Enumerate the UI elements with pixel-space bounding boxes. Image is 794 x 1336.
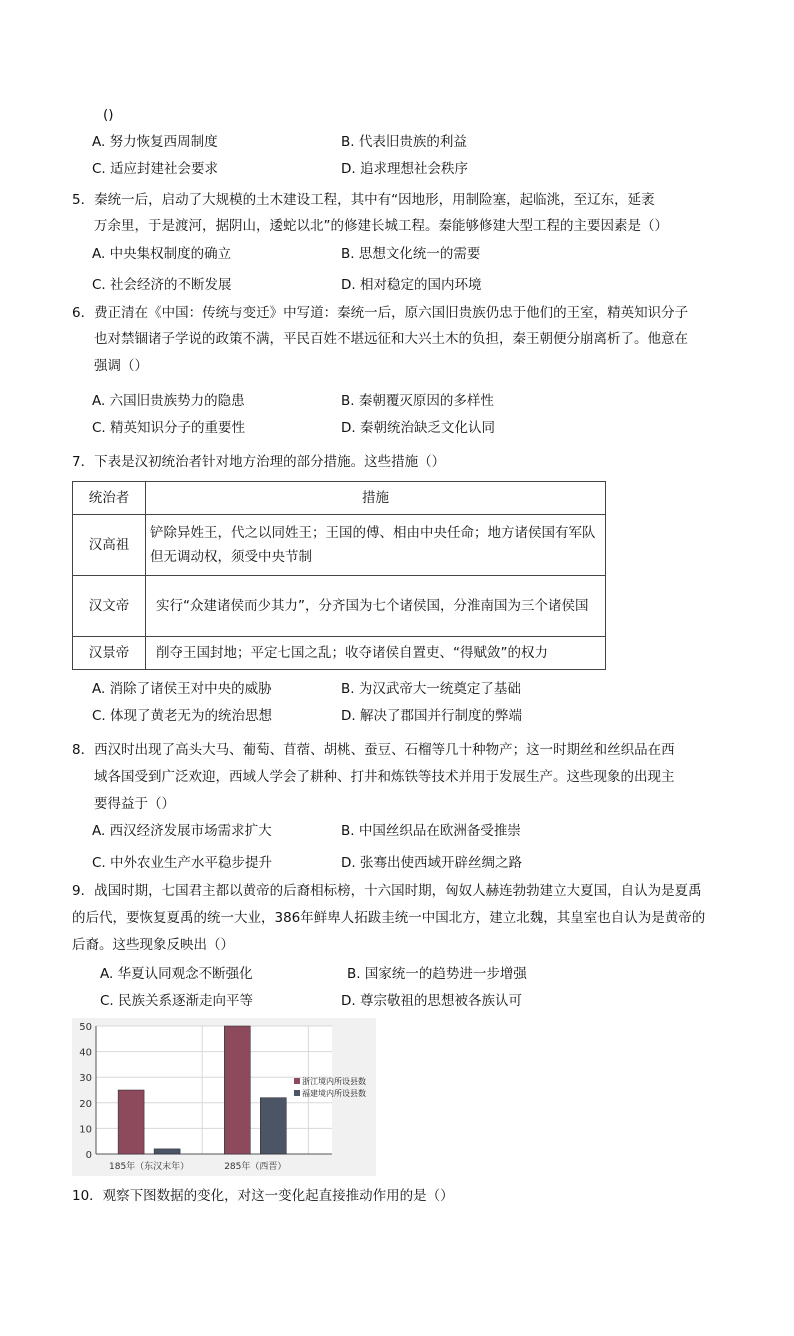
y-tick-label: 10 <box>79 1124 92 1136</box>
bar <box>154 1149 180 1154</box>
y-tick-label: 30 <box>79 1073 92 1085</box>
q8-stem-line3: 要得益于（） <box>94 796 175 812</box>
legend-swatch <box>294 1078 300 1084</box>
q6-option-d[interactable]: D. 秦朝统治缺乏文化认同 <box>341 420 495 436</box>
q5-option-a[interactable]: A. 中央集权制度的确立 <box>92 246 232 262</box>
q9-option-a[interactable]: A. 华夏认同观念不断强化 <box>100 966 253 982</box>
table-cell-ruler: 汉文帝 <box>73 576 146 637</box>
q9-stem-line3: 后裔。这些现象反映出（） <box>72 937 234 953</box>
q5-option-c[interactable]: C. 社会经济的不断发展 <box>92 277 232 293</box>
legend-label: 福建境内所设县数 <box>302 1089 366 1098</box>
q6-stem-line3: 强调（） <box>94 358 148 374</box>
y-tick-label: 20 <box>79 1098 92 1110</box>
table-cell-ruler: 汉高祖 <box>73 515 146 576</box>
table-header-row <box>73 482 606 515</box>
q9-option-c[interactable]: C. 民族关系逐渐走向平等 <box>100 993 254 1009</box>
table-row <box>73 515 606 576</box>
q7-option-c[interactable]: C. 体现了黄老无为的统治思想 <box>92 708 273 724</box>
x-tick-label: 285年（西晋） <box>224 1162 287 1172</box>
q9-option-b[interactable]: B. 国家统一的趋势进一步增强 <box>347 966 527 982</box>
q9-stem-line2: 的后代，要恢复夏禹的统一大业，386年鲜卑人拓跋圭统一中国北方，建立北魏，其皇室也自认为是黄帝的 <box>72 910 706 926</box>
table-header-measure: 措施 <box>146 482 606 515</box>
county-count-chart <box>72 1018 376 1176</box>
q5-stem-line2: 万余里，于是渡河，据阴山，逶蛇以北”的修建长城工程。秦能够修建大型工程的主要因素是（） <box>94 218 668 234</box>
q6-stem-line1: 6．费正清在《中国：传统与变迁》中写道：秦统一后，原六国旧贵族仍忠于他们的王室，精英知识分子 <box>72 305 689 321</box>
measures-table <box>72 481 606 670</box>
q4-option-c[interactable]: C. 适应封建社会要求 <box>92 161 219 177</box>
table-row <box>73 637 606 670</box>
q4-option-a[interactable]: A. 努力恢复西周制度 <box>92 134 218 150</box>
y-tick-label: 40 <box>79 1047 92 1059</box>
q7-option-d[interactable]: D. 解决了郡国并行制度的弊端 <box>341 708 522 724</box>
bar <box>260 1098 286 1154</box>
q9-option-d[interactable]: D. 尊宗敬祖的思想被各族认可 <box>341 993 522 1009</box>
q6-stem-line2: 也对禁锢诸子学说的政策不满，平民百姓不堪远征和大兴土木的负担，秦王朝便分崩离析了。他意在 <box>94 331 688 347</box>
q4-option-b[interactable]: B. 代表旧贵族的利益 <box>341 134 467 150</box>
q7-option-b[interactable]: B. 为汉武帝大一统奠定了基础 <box>341 681 521 697</box>
x-tick-label: 185年（东汉末年） <box>109 1162 190 1172</box>
q5-option-b[interactable]: B. 思想文化统一的需要 <box>341 246 481 262</box>
q10-stem: 10．观察下图数据的变化，对这一变化起直接推动作用的是（） <box>72 1188 454 1204</box>
table-cell-measure: 铲除异姓王，代之以同姓王；王国的傅、相由中央任命；地方诸侯国有军队但无调动权，须受中央节制 <box>146 515 606 576</box>
q8-stem-line1: 8．西汉时出现了高头大马、葡萄、苜蓿、胡桃、蚕豆、石榴等几十种物产；这一时期丝和丝织品在西 <box>72 742 675 758</box>
table-cell-measure: 削夺王国封地；平定七国之乱；收夺诸侯自置吏、“得赋敛”的权力 <box>146 637 606 670</box>
legend-label: 浙江境内所设县数 <box>302 1077 366 1086</box>
q6-option-b[interactable]: B. 秦朝覆灭原因的多样性 <box>341 393 494 409</box>
legend-swatch <box>294 1090 300 1096</box>
y-tick-label: 0 <box>85 1150 92 1161</box>
table-cell-ruler: 汉景帝 <box>73 637 146 670</box>
q4-option-d[interactable]: D. 追求理想社会秩序 <box>341 161 468 177</box>
bar <box>224 1026 250 1154</box>
q4-paren: () <box>103 107 114 123</box>
q8-option-d[interactable]: D. 张骞出使西域开辟丝绸之路 <box>341 855 522 871</box>
q8-option-b[interactable]: B. 中国丝织品在欧洲备受推崇 <box>341 823 521 839</box>
q7-option-a[interactable]: A. 消除了诸侯王对中央的威胁 <box>92 681 272 697</box>
q5-option-d[interactable]: D. 相对稳定的国内环境 <box>341 277 482 293</box>
bar <box>118 1090 144 1154</box>
table-cell-measure: 实行“众建诸侯而少其力”，分齐国为七个诸侯国，分淮南国为三个诸侯国 <box>146 576 606 637</box>
q5-stem-line1: 5．秦统一后，启动了大规模的土木建设工程，其中有“因地形，用制险塞，起临洮，至辽东，延袤 <box>72 192 655 208</box>
q6-option-c[interactable]: C. 精英知识分子的重要性 <box>92 420 246 436</box>
table-row <box>73 576 606 637</box>
q8-option-c[interactable]: C. 中外农业生产水平稳步提升 <box>92 855 273 871</box>
q6-option-a[interactable]: A. 六国旧贵族势力的隐患 <box>92 393 245 409</box>
q8-stem-line2: 域各国受到广泛欢迎，西域人学会了耕种、打井和炼铁等技术并用于发展生产。这些现象的出现主 <box>94 769 675 785</box>
q8-option-a[interactable]: A. 西汉经济发展市场需求扩大 <box>92 823 272 839</box>
table-header-ruler: 统治者 <box>73 482 146 515</box>
y-tick-label: 50 <box>79 1022 92 1033</box>
q9-stem-line1: 9．战国时期，七国君主都以黄帝的后裔相标榜，十六国时期，匈奴人赫连勃勃建立大夏国，自认为是夏禹 <box>72 883 702 899</box>
q7-stem: 7．下表是汉初统治者针对地方治理的部分措施。这些措施（） <box>72 454 446 470</box>
